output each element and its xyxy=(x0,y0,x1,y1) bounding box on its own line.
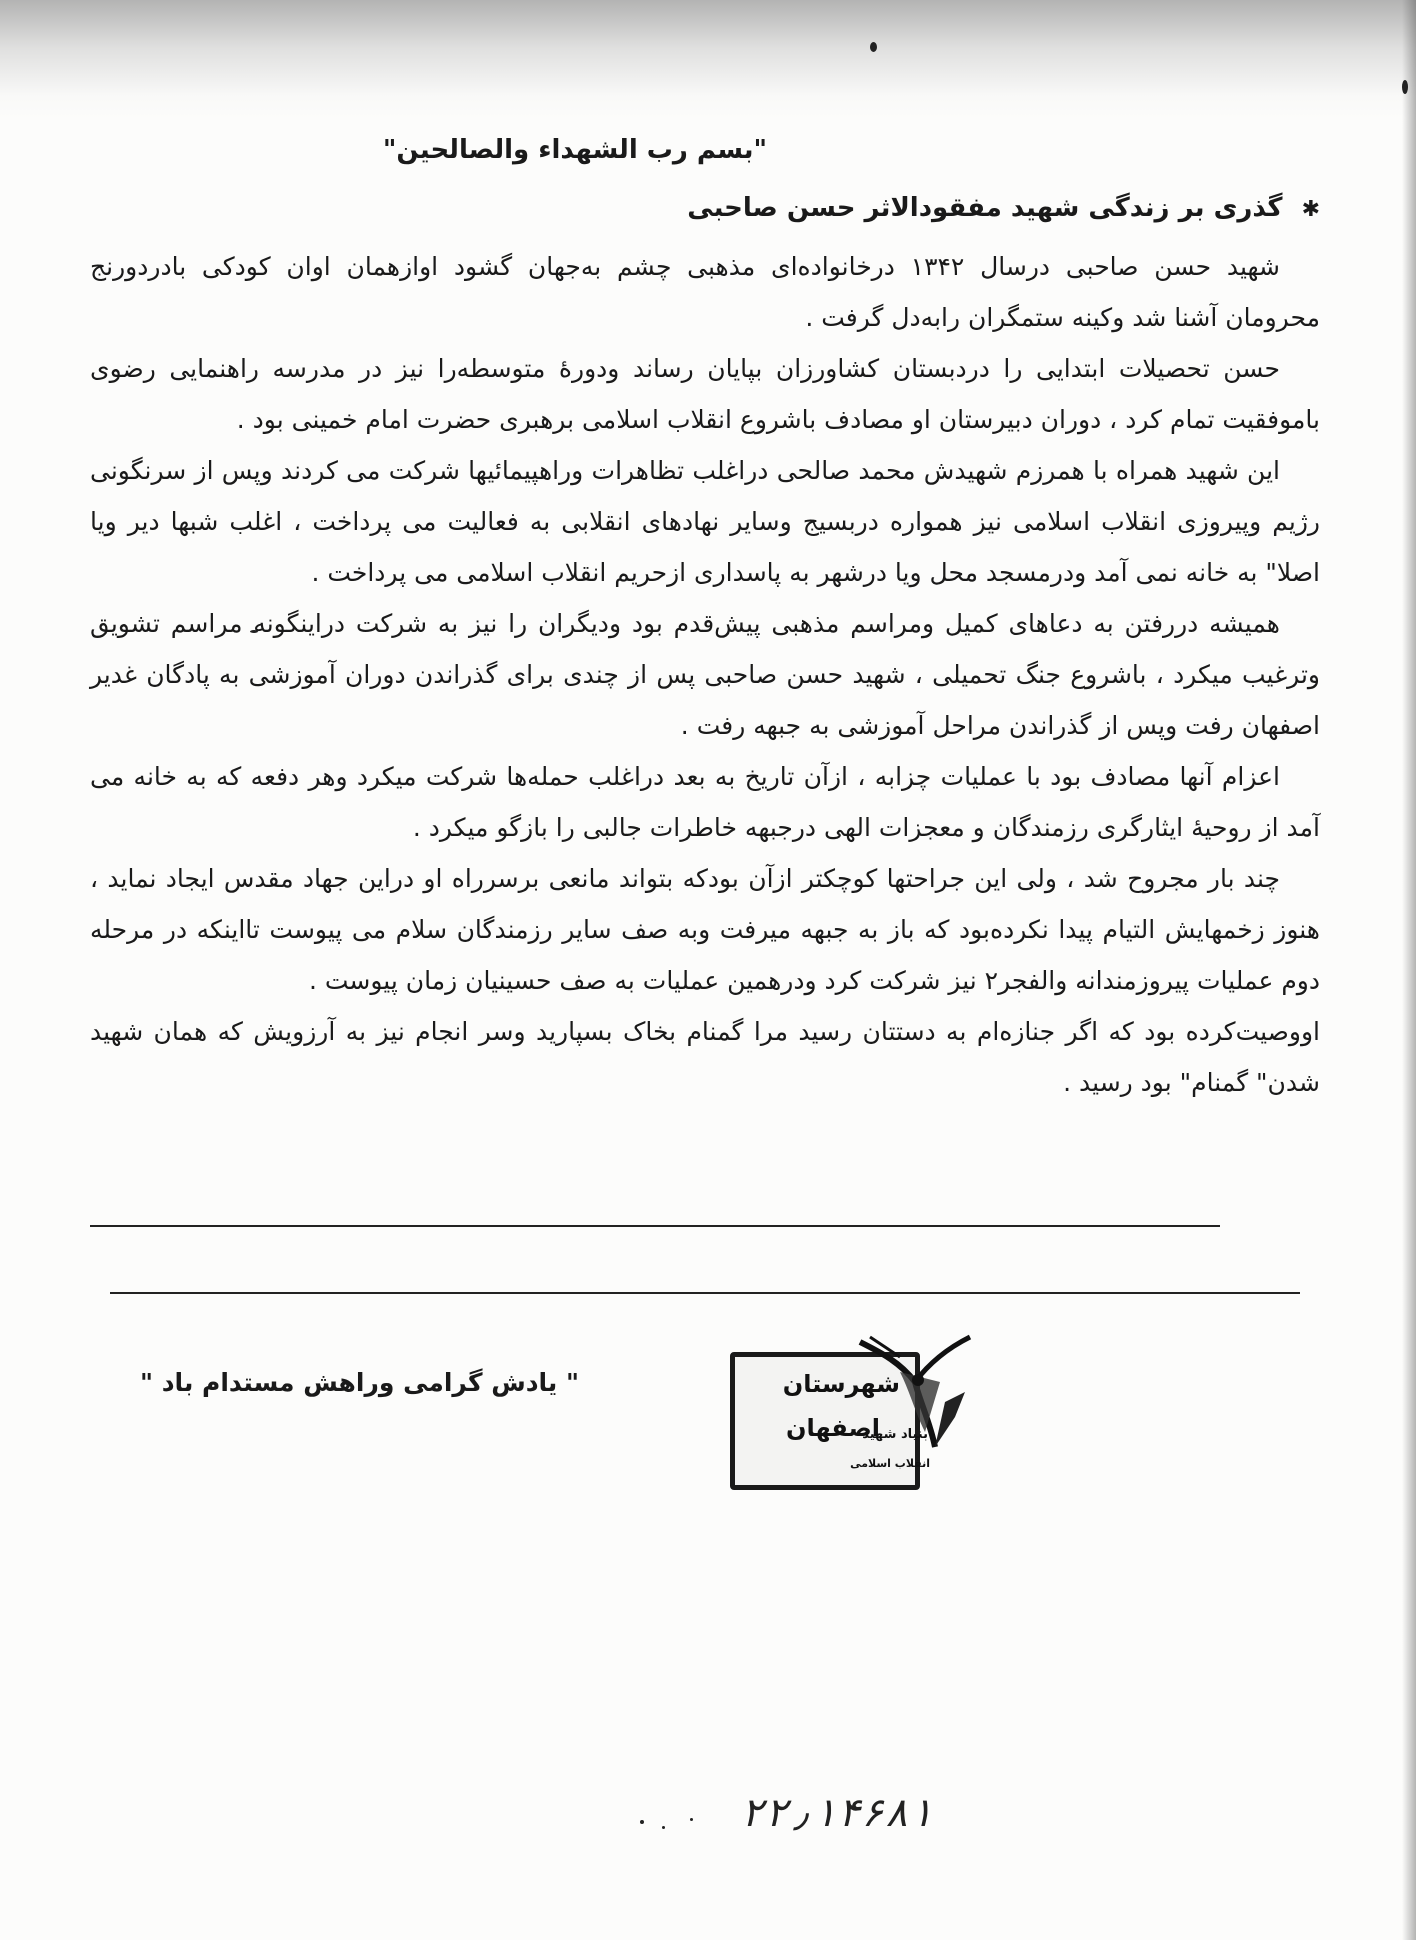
page-edge-shadow xyxy=(1402,0,1416,1940)
ink-speck xyxy=(870,42,877,52)
ink-speck xyxy=(662,1826,665,1829)
document-subtitle xyxy=(90,193,1320,223)
handwritten-archive-number: ۲۲٫۱۴۶۸۱ xyxy=(740,1790,933,1836)
asterisk-icon: ✱ xyxy=(1301,197,1320,222)
stamp-org-name: بنیاد شهید xyxy=(862,1427,928,1442)
ink-speck xyxy=(640,1820,644,1824)
document-title: "بسم رب الشهداء والصالحین" xyxy=(382,135,768,165)
paragraph-martyrdom: چند بار مجروح شد ، ولی این جراحتها کوچکتر ازآن بودکه بتواند مانعی برسرراه او دراین جهاد مقدس ایجاد نماید ، هنوز زخمهایش التیام پیدا نکرده‌بود که باز به جبهه میرفت وبه صف سایر رزمندگان سلام می پیوست تااینکه در مرحله دوم عملیات پیروزمندانه والفجر۲ نیز شرکت کرد ودرهمین عملیات به صف حسینیان زمان پیوست . xyxy=(90,864,1320,995)
ink-speck xyxy=(1402,80,1408,94)
paragraph-revolution: این شهید همراه با همرزم شهیدش محمد صالحی دراغلب تظاهرات وراهپیمائیها شرکت می کردند وپس از سرنگونی رژیم وپیروزی انقلاب اسلامی نیز همواره دربسیج وسایر نهادهای انقلابی به فعالیت می پرداخت ، اغلب شبها دیر ویا اصلا" به خانه نمی آمد ودرمسجد محل ویا درشهر به پاسداری ازحریم انقلاب اسلامی می پرداخت . xyxy=(90,456,1320,587)
photocopy-shade xyxy=(0,0,1416,120)
foundation-emblem-icon xyxy=(840,1322,980,1462)
paragraph-front: اعزام آنها مصادف بود با عملیات چزابه ، ازآن تاریخ به بعد دراغلب حمله‌ها شرکت میکرد وهر دفعه که به خانه می آمد از روحیه‌ٔ ایثارگری رزمندگان و معجزات الهی درجبهه خاطرات جالبی را بازگو میکرد . xyxy=(90,762,1320,842)
official-stamp xyxy=(720,1322,980,1484)
stamp-city-name: اصفهان xyxy=(785,1414,880,1442)
will-underline-1 xyxy=(90,1225,1220,1227)
paragraph-education: حسن تحصیلات ابتدایی را دردبستان کشاورزان بپایان رساند ودوره‌ٔ متوسطه‌را نیز در مدرسه راهنمایی رضوی باموفقیت تمام کرد ، دوران دبیرستان او مصادف باشروع انقلاب اسلامی برهبری حضرت امام خمینی بود . xyxy=(90,354,1320,434)
closing-line: " یادش گرامی وراهش مستدام باد " xyxy=(140,1368,580,1397)
stamp-org-subtitle: انقلاب اسلامی xyxy=(850,1457,930,1470)
subtitle-text: گذری بر زندگی شهید مفقودالاثر حسن صاحبی xyxy=(687,193,1283,223)
paragraph-will: اووصیت‌کرده بود که اگر جنازه‌ام به دستتان رسید مرا گمنام بخاک بسپارید وسر انجام نیز به آرزویش که همان شهید شدن" گمنام" بود رسید . xyxy=(90,1017,1320,1097)
will-underline-2 xyxy=(110,1292,1300,1294)
stamp-city-label: شهرستان xyxy=(782,1370,900,1398)
document-body xyxy=(90,135,1320,1108)
paragraph-war: همیشه دررفتن به دعاهای کمیل ومراسم مذهبی پیش‌قدم بود ودیگران را نیز به شرکت دراینگونه مراسم تشویق وترغیب میکرد ، باشروع جنگ تحمیلی ، شهید حسن صاحبی پس از چندی برای گذراندن دوران آموزشی به پادگان غدیر اصفهان رفت وپس از گذراندن مراحل آموزشی به جبهه رفت . xyxy=(90,609,1320,740)
paragraph-birth: شهید حسن صاحبی درسال ۱۳۴۲ درخانواده‌ای مذهبی چشم به‌جهان گشود اوازهمان اوان کودکی بادردورنج محرومان آشنا شد وکینه ستمگران رابه‌دل گرفت . xyxy=(90,252,1320,332)
ink-speck xyxy=(690,1818,693,1821)
